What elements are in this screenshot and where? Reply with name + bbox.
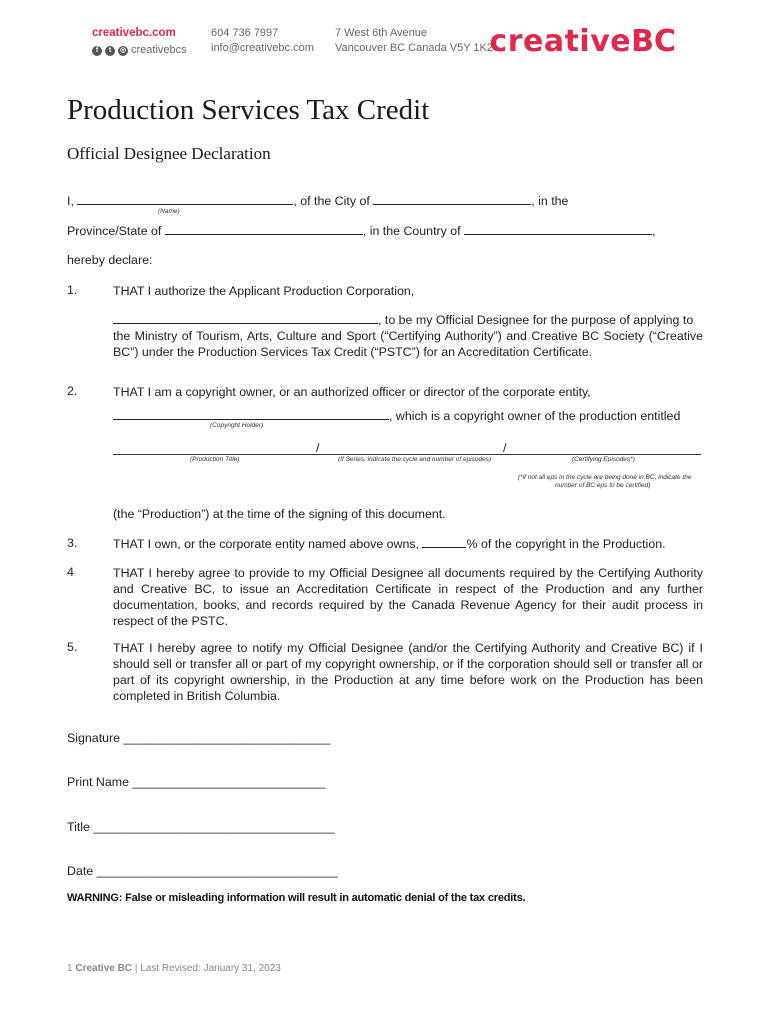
instagram-icon[interactable]: ◎: [119, 46, 127, 54]
logo-main-text: creative: [489, 24, 632, 59]
item-1-number: 1.: [67, 283, 78, 297]
item-5-paragraph: THAT I hereby agree to notify my Official Designee (and/or the Certifying Authority and Creative BC) if I should sell or transfer all or part of my copyright ownership, or if the corporation should sell or transfer all or part of its copyright ownership, in the Production at any time before work on the Production has been completed in British Columbia.: [113, 641, 703, 703]
item-1-cont-end: , to be my Official Designee for the purpose of applying to: [378, 313, 694, 327]
item-2-cont-end: , which is a copyright owner of the production entitled: [389, 409, 681, 423]
date-field[interactable]: Date ___________________________________: [67, 864, 338, 878]
signature-field[interactable]: Signature ______________________________: [67, 731, 331, 745]
slash-1: /: [316, 441, 320, 455]
social-row: [92, 43, 187, 58]
item-4-number: 4: [67, 565, 74, 579]
website-link[interactable]: creativebc.com: [92, 27, 176, 39]
hereby-declare: hereby declare:: [67, 253, 153, 267]
email-address[interactable]: info@creativebc.com: [211, 42, 314, 54]
line1-end: , in the: [531, 194, 569, 208]
city-field[interactable]: [373, 193, 531, 205]
address-block: [335, 26, 493, 56]
letterhead: [0, 26, 770, 66]
series-caption: (If Series, indicate the cycle and number of episodes): [338, 456, 492, 463]
document-title: Production Services Tax Credit: [67, 94, 430, 126]
address-line-1: 7 West 6th Avenue: [335, 27, 427, 39]
item-5-number: 5.: [67, 640, 78, 654]
item-3-start: THAT I own, or the corporate entity named above owns,: [113, 537, 420, 551]
page-footer: [67, 963, 281, 974]
address-line-2: Vancouver BC Canada V5Y 1K2: [335, 42, 493, 54]
copyright-percent-field[interactable]: [422, 536, 466, 548]
copyright-holder-field[interactable]: [113, 408, 389, 420]
page-number: 1: [67, 963, 73, 974]
item-2-continuation: [113, 408, 680, 424]
line2-mid: , in the Country of: [362, 224, 461, 238]
episodes-note-1: (*if not all eps in the cycle are being done in BC, indicate the: [518, 474, 692, 481]
item-1-paragraph: the Ministry of Tourism, Arts, Culture and Sport (“Certifying Authority”) and Creative BC Society (“Creative BC”) under the Production Services Tax Credit (“PSTC”) for an Accreditation Certificate.: [113, 329, 703, 359]
footer-org: Creative BC: [75, 963, 133, 974]
item-2-number: 2.: [67, 384, 78, 398]
document-subtitle: Official Designee Declaration: [67, 144, 271, 163]
item-3-number: 3.: [67, 536, 78, 550]
declarant-line: [67, 193, 568, 209]
item-3-end: % of the copyright in the Production.: [466, 537, 666, 551]
item-1-continuation: [113, 312, 693, 328]
print-name-field[interactable]: Print Name ____________________________: [67, 775, 326, 789]
footer-revised: | Last Revised: January 31, 2023: [134, 963, 281, 974]
phone-number: 604 736 7997: [211, 27, 279, 39]
province-country-line: [67, 223, 656, 239]
warning-notice: WARNING: False or misleading information will result in automatic denial of the tax credits.: [67, 892, 526, 904]
country-field[interactable]: [464, 223, 652, 235]
production-definition: (the “Production”) at the time of the signing of this document.: [113, 507, 446, 521]
item-1-text: THAT I authorize the Applicant Production Corporation,: [113, 284, 415, 298]
line1-start: I,: [67, 194, 74, 208]
creative-bc-logo: [489, 24, 676, 59]
website-block: [92, 26, 187, 58]
twitter-icon[interactable]: t: [105, 46, 115, 56]
line2-end: ,: [652, 224, 656, 238]
contact-block: [211, 26, 314, 56]
item-2-text: THAT I am a copyright owner, or an authorized officer or director of the corporate entity,: [113, 385, 591, 399]
name-caption: (Name): [158, 208, 180, 215]
name-field[interactable]: [77, 193, 293, 205]
line1-mid: , of the City of: [293, 194, 370, 208]
slash-2: /: [503, 441, 507, 455]
title-field[interactable]: Title ___________________________________: [67, 820, 335, 834]
episodes-note-2: number of BC eps to be certified): [555, 482, 651, 489]
production-corporation-field[interactable]: [113, 312, 378, 324]
province-field[interactable]: [165, 223, 363, 235]
logo-suffix-text: BC: [631, 24, 676, 59]
facebook-icon[interactable]: f: [92, 46, 102, 56]
episodes-caption: (Certifying Episodes*): [572, 456, 635, 463]
item-3-line: [113, 536, 666, 552]
item-4-paragraph: THAT I hereby agree to provide to my Official Designee all documents required by the Certifying Authority and Creative BC, to issue an Accreditation Certificate in respect of the Production and any further documentation, books, and records required by the Canada Revenue Agency for their audit process in respect of the PSTC.: [113, 566, 703, 628]
line2-start: Province/State of: [67, 224, 162, 238]
production-title-line[interactable]: [113, 454, 701, 455]
copyright-holder-caption: (Copyright Holder): [210, 422, 264, 429]
social-handle: creativebcs: [131, 44, 187, 56]
production-title-caption: (Production Title): [190, 456, 240, 463]
